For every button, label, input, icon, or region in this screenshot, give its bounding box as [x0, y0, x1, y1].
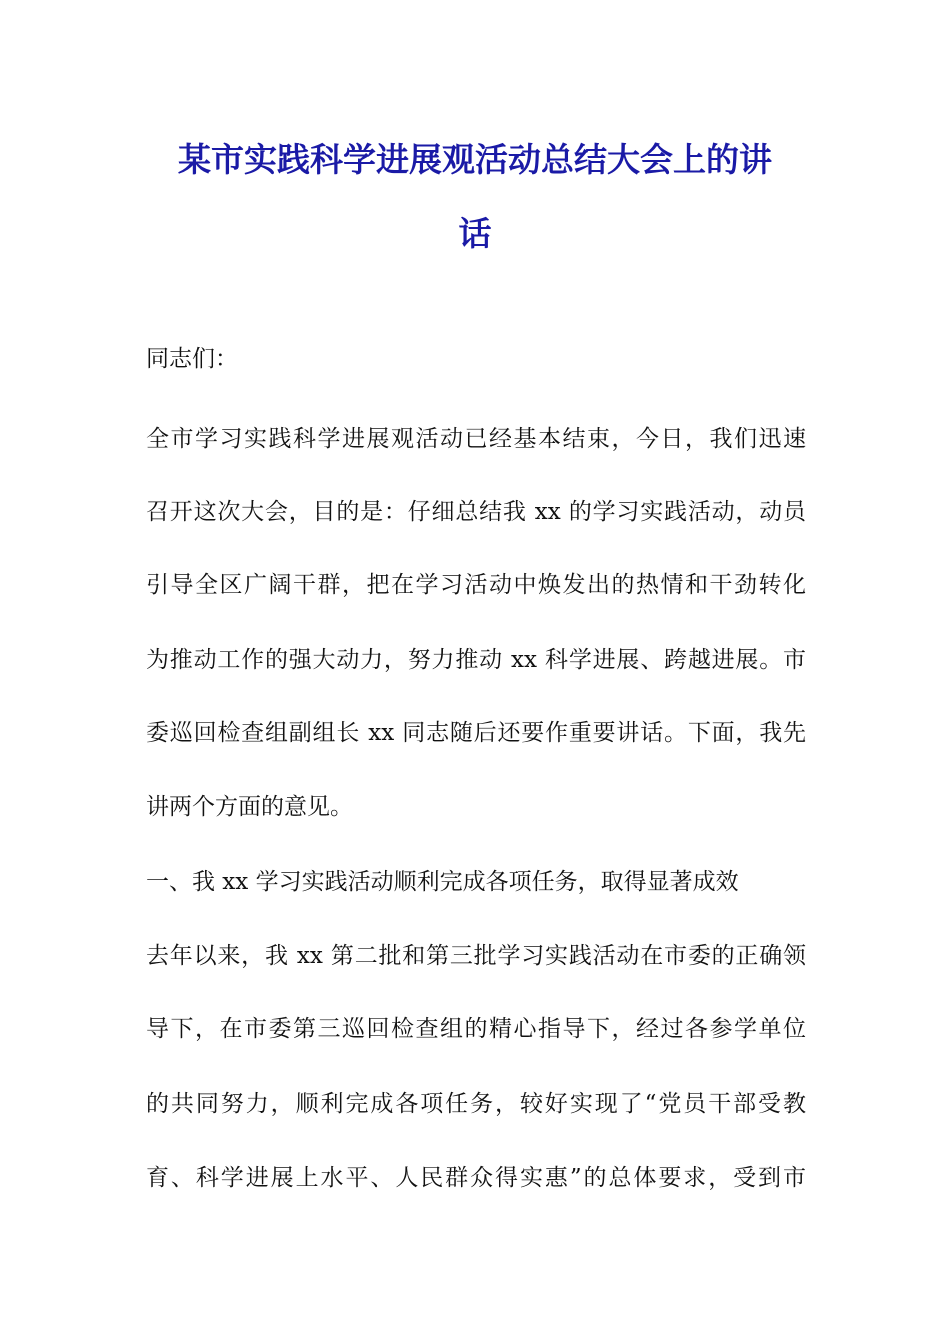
document-title-line-1: 某市实践科学进展观活动总结大会上的讲 — [178, 140, 772, 179]
paragraph-1-line-6: 讲两个方面的意见。 — [146, 794, 353, 820]
paragraph-1-line-3: 引导全区广阔干群，把在学习活动中焕发出的热情和干劲转化 — [146, 572, 806, 598]
paragraph-1-line-2: 召开这次大会，目的是：仔细总结我 xx 的学习实践活动，动员 — [146, 499, 806, 525]
salutation: 同志们： — [146, 346, 238, 372]
paragraph-1-line-5: 委巡回检查组副组长 xx 同志随后还要作重要讲话。下面，我先 — [146, 720, 806, 746]
paragraph-1-line-4: 为推动工作的强大动力，努力推动 xx 科学进展、跨越进展。市 — [146, 647, 806, 673]
document-title-line-2: 话 — [458, 214, 492, 253]
paragraph-2-line-4: 育、科学进展上水平、人民群众得实惠”的总体要求，受到市 — [146, 1165, 806, 1191]
section-heading-1: 一、我 xx 学习实践活动顺利完成各项任务，取得显著成效 — [146, 869, 739, 895]
paragraph-2-line-3: 的共同努力，顺利完成各项任务，较好实现了“党员干部受教 — [146, 1091, 806, 1117]
paragraph-2-line-1: 去年以来，我 xx 第二批和第三批学习实践活动在市委的正确领 — [146, 943, 806, 969]
paragraph-1-line-1: 全市学习实践科学进展观活动已经基本结束，今日，我们迅速 — [146, 426, 806, 452]
paragraph-2-line-2: 导下，在市委第三巡回检查组的精心指导下，经过各参学单位 — [146, 1016, 806, 1042]
